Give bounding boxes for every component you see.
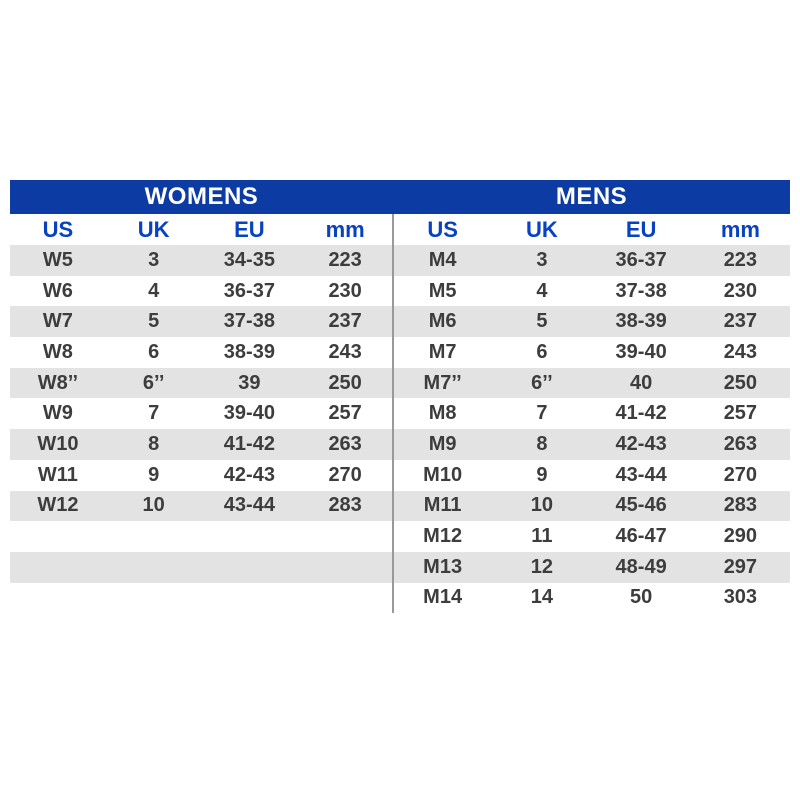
mens-cell-mm: 297 (723, 555, 758, 578)
column-header-eu: EU (234, 216, 265, 242)
table-row (10, 368, 790, 399)
womens-cell-us: W5 (42, 248, 73, 271)
mens-cell-uk: 10 (530, 494, 553, 517)
womens-row-cells (10, 398, 393, 429)
mens-cell-us: M13 (423, 555, 463, 578)
mens-cell-uk: 5 (536, 310, 548, 333)
womens-row-cells (10, 583, 393, 614)
womens-row-cells (10, 491, 393, 522)
mens-section-title: MENS (555, 183, 628, 210)
womens-cell-us (10, 521, 106, 552)
mens-cell-mm: 237 (723, 310, 758, 333)
mens-row-cells (393, 306, 790, 337)
womens-row-cells (10, 368, 393, 399)
mens-cell-us: M7’’ (423, 371, 462, 394)
mens-row-cells (393, 276, 790, 307)
table-row (10, 337, 790, 368)
mens-row-cells (393, 521, 790, 552)
womens-cell-eu: 39-40 (223, 402, 275, 425)
womens-cell-mm: 263 (328, 432, 362, 455)
womens-cell-eu: 41-42 (223, 432, 275, 455)
womens-cell-us: W8 (42, 340, 73, 363)
mens-cell-uk: 7 (536, 402, 548, 425)
mens-cell-eu: 36-37 (615, 248, 667, 271)
womens-cell-us: W8’’ (37, 371, 79, 394)
womens-cell-uk: 4 (148, 279, 160, 302)
womens-row-cells (10, 521, 393, 552)
womens-cell-eu: 43-44 (223, 494, 275, 517)
column-header-uk: UK (137, 216, 170, 242)
womens-cell-uk: 6’’ (142, 371, 165, 394)
table-row (10, 521, 790, 552)
table-row (10, 583, 790, 614)
womens-row-cells (10, 276, 393, 307)
womens-cell-uk: 7 (148, 402, 160, 425)
womens-cell-mm: 257 (328, 402, 362, 425)
mens-cell-eu: 43-44 (615, 463, 667, 486)
column-header-eu: EU (625, 216, 657, 242)
mens-cell-eu: 37-38 (615, 279, 667, 302)
mens-row-cells (393, 245, 790, 276)
mens-cell-uk: 4 (536, 279, 548, 302)
mens-cell-us: M10 (423, 463, 463, 486)
mens-row-cells (393, 429, 790, 460)
column-header-row (10, 214, 790, 245)
womens-cell-uk: 8 (148, 432, 160, 455)
column-header-mm: mm (720, 216, 760, 242)
mens-cell-eu: 38-39 (615, 310, 667, 333)
mens-row-cells (393, 583, 790, 614)
mens-cell-eu: 50 (630, 586, 653, 609)
table-row (10, 398, 790, 429)
mens-cell-us: M4 (428, 248, 457, 271)
table-row (10, 429, 790, 460)
womens-cell-mm: 243 (328, 340, 362, 363)
mens-cell-mm: 290 (723, 525, 758, 548)
womens-cell-us: W12 (37, 494, 79, 517)
womens-cell-eu: 42-43 (223, 463, 275, 486)
mens-row-cells (393, 368, 790, 399)
mens-cell-uk: 9 (536, 463, 548, 486)
womens-cell-mm (297, 552, 393, 583)
womens-cell-mm: 237 (328, 310, 362, 333)
mens-cell-us: M5 (428, 279, 457, 302)
womens-cell-mm: 230 (328, 279, 362, 302)
womens-row-cells (10, 306, 393, 337)
mens-cell-eu: 39-40 (615, 340, 667, 363)
womens-cell-eu: 38-39 (223, 340, 275, 363)
womens-cell-mm: 270 (328, 463, 362, 486)
mens-cell-mm: 243 (723, 340, 758, 363)
mens-cell-eu: 40 (630, 371, 653, 394)
mens-cell-mm: 270 (723, 463, 758, 486)
mens-cell-mm: 250 (723, 371, 758, 394)
womens-cell-us: W6 (42, 279, 73, 302)
womens-cell-uk (106, 521, 202, 552)
womens-cell-mm: 250 (328, 371, 362, 394)
table-row (10, 306, 790, 337)
womens-row-cells (10, 552, 393, 583)
womens-cell-us (10, 552, 106, 583)
mens-cell-mm: 223 (723, 248, 758, 271)
womens-cell-uk (106, 552, 202, 583)
mens-row-cells (393, 491, 790, 522)
mens-cell-uk: 6’’ (531, 371, 553, 394)
womens-cell-uk: 3 (148, 248, 160, 271)
mens-cell-us: M8 (428, 402, 457, 425)
womens-cell-eu: 37-38 (223, 310, 275, 333)
womens-section-title: WOMENS (144, 183, 259, 210)
mens-cell-mm: 257 (723, 402, 758, 425)
womens-cell-uk: 5 (148, 310, 160, 333)
mens-cell-uk: 11 (531, 525, 553, 548)
section-header-bar (10, 180, 790, 214)
table-row (10, 552, 790, 583)
womens-row-cells (10, 337, 393, 368)
table-body (10, 214, 790, 613)
column-header-uk: UK (525, 216, 558, 242)
column-header-us: US (427, 216, 458, 242)
mens-cell-us: M14 (423, 586, 463, 609)
womens-cell-eu: 39 (238, 371, 261, 394)
womens-cell-eu: 36-37 (223, 279, 275, 302)
womens-cell-mm (297, 583, 393, 614)
mens-cell-us: M9 (428, 432, 457, 455)
column-header-us: US (42, 216, 74, 242)
womens-column-headers (10, 214, 393, 245)
table-row (10, 276, 790, 307)
womens-cell-eu: 34-35 (223, 248, 275, 271)
womens-cell-mm (297, 521, 393, 552)
mens-cell-eu: 46-47 (615, 525, 667, 548)
mens-cell-mm: 230 (723, 279, 758, 302)
womens-cell-us: W10 (37, 432, 79, 455)
womens-cell-uk: 6 (148, 340, 160, 363)
womens-cell-us (10, 583, 106, 614)
womens-cell-mm: 223 (328, 248, 362, 271)
mens-cell-uk: 14 (530, 586, 553, 609)
column-header-mm: mm (325, 216, 365, 242)
shoe-size-chart (10, 180, 790, 613)
mens-cell-mm: 303 (723, 586, 758, 609)
mens-cell-uk: 3 (536, 248, 548, 271)
mens-cell-us: M11 (423, 494, 462, 517)
table-row (10, 460, 790, 491)
mens-row-cells (393, 552, 790, 583)
mens-cell-us: M12 (423, 525, 463, 548)
womens-row-cells (10, 429, 393, 460)
mens-cell-uk: 8 (536, 432, 548, 455)
womens-cell-eu (202, 583, 298, 614)
womens-cell-us: W9 (42, 402, 73, 425)
womens-cell-uk (106, 583, 202, 614)
mens-cell-uk: 6 (536, 340, 548, 363)
mens-row-cells (393, 398, 790, 429)
womens-cell-uk: 10 (142, 494, 165, 517)
mens-cell-eu: 45-46 (615, 494, 667, 517)
mens-cell-mm: 283 (723, 494, 758, 517)
womens-cell-eu (202, 521, 298, 552)
mens-cell-us: M7 (428, 340, 457, 363)
mens-row-cells (393, 337, 790, 368)
mens-row-cells (393, 460, 790, 491)
womens-cell-mm: 283 (328, 494, 362, 517)
mens-cell-uk: 12 (530, 555, 553, 578)
table-row (10, 491, 790, 522)
table-row (10, 245, 790, 276)
mens-column-headers (393, 214, 790, 245)
mens-cell-eu: 48-49 (615, 555, 667, 578)
mens-cell-eu: 42-43 (615, 432, 667, 455)
womens-cell-us: W7 (42, 310, 73, 333)
mens-cell-eu: 41-42 (615, 402, 667, 425)
womens-cell-eu (202, 552, 298, 583)
womens-cell-us: W11 (37, 463, 78, 486)
womens-cell-uk: 9 (148, 463, 160, 486)
section-divider (392, 214, 394, 613)
womens-row-cells (10, 460, 393, 491)
mens-cell-mm: 263 (723, 432, 758, 455)
womens-row-cells (10, 245, 393, 276)
mens-cell-us: M6 (428, 310, 457, 333)
